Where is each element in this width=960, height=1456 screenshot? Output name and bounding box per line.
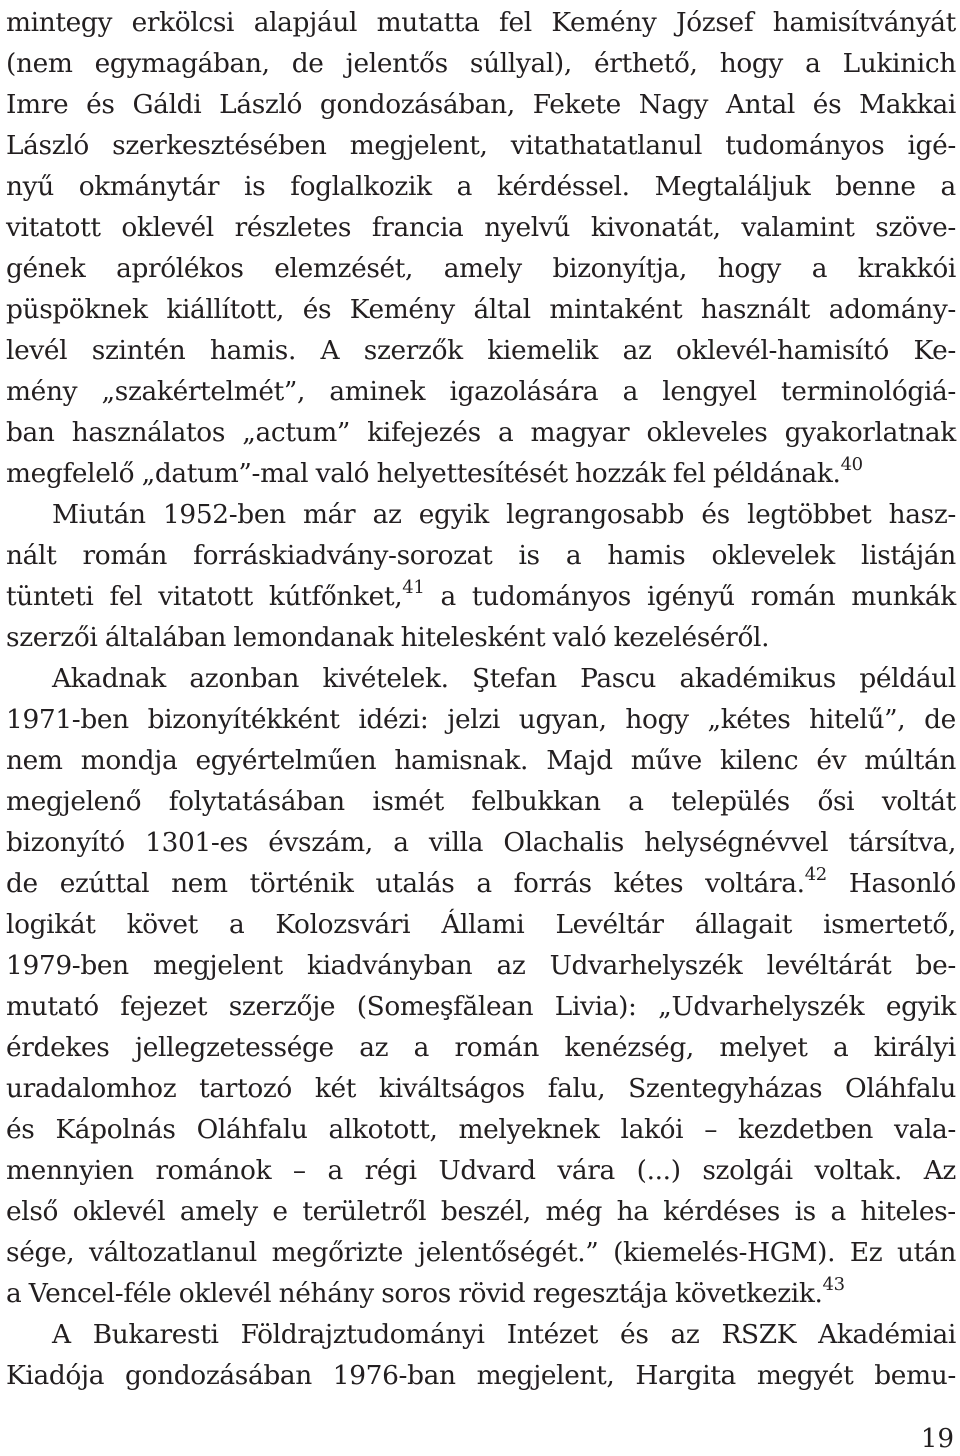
- text-line: Akadnak azonban kivételek. Ştefan Pascu akadémikus például: [52, 663, 956, 694]
- text-line: sége, változatlanul megőrizte jelentőségét.” (kiemelés-HGM). Ez után: [6, 1237, 956, 1268]
- text-line: püspöknek kiállított, és Kemény által mintaként használt adomány-: [6, 294, 956, 325]
- text-line: Kiadója gondozásában 1976-ban megjelent, Hargita megyét bemu-: [6, 1360, 956, 1391]
- text-line: érdekes jellegzetessége az a román kenézség, melyet a királyi: [6, 1032, 956, 1063]
- text-line: tünteti fel vitatott kútfőnket,$^{41}$ a tudományos igényű román munkák: [6, 577, 956, 612]
- text-line: A Bukaresti Földrajztudományi Intézet és az RSZK Akadémiai: [52, 1319, 956, 1350]
- text-line: Imre és Gáldi László gondozásában, Fekete Nagy Antal és Makkai: [6, 89, 956, 120]
- text-line: a Vencel-féle oklevél néhány soros rövid regesztája következik.$^{43}$: [6, 1274, 845, 1309]
- footnote-ref: 41: [402, 577, 425, 599]
- text-line: levél szintén hamis. A szerzők kiemelik az oklevél-hamisító Ke-: [6, 335, 956, 366]
- text-line: mennyien románok – a régi Udvard vára (...) szolgái voltak. Az: [6, 1155, 956, 1186]
- text-line: és Kápolnás Oláhfalu alkotott, melyeknek lakói – kezdetben vala-: [6, 1114, 956, 1145]
- text-line: ban használatos „actum” kifejezés a magyar okleveles gyakorlatnak: [6, 417, 956, 448]
- text-line: de ezúttal nem történik utalás a forrás kétes voltára.$^{42}$ Hasonló: [6, 864, 956, 899]
- text-line: megjelenő folytatásában ismét felbukkan a település ősi voltát: [6, 786, 956, 817]
- footnote-ref: 43: [822, 1274, 845, 1296]
- text-line: megfelelő „datum”-mal való helyettesítését hozzák fel példának.$^{40}$: [6, 454, 863, 489]
- text-line: mény „szakértelmét”, aminek igazolására a lengyel terminológiá-: [6, 376, 956, 407]
- text-line: László szerkesztésében megjelent, vitathatatlanul tudományos igé-: [6, 130, 956, 161]
- text-line: vitatott oklevél részletes francia nyelvű kivonatát, valamint szöve-: [6, 212, 956, 243]
- text-line: 1971-ben bizonyítékként idézi: jelzi ugyan, hogy „kétes hitelű”, de: [6, 704, 956, 735]
- text-line: mutató fejezet szerzője (Someşfălean Livia): „Udvarhelyszék egyik: [6, 991, 956, 1022]
- text-line: Miután 1952-ben már az egyik legrangosabb és legtöbbet hasz-: [52, 499, 956, 530]
- text-line: gének aprólékos elemzését, amely bizonyítja, hogy a krakkói: [6, 253, 956, 284]
- text-line: bizonyító 1301-es évszám, a villa Olachalis helységnévvel társítva,: [6, 827, 956, 858]
- text-line: nált román forráskiadvány-sorozat is a hamis oklevelek listáján: [6, 540, 956, 571]
- footnote-ref: 42: [804, 864, 827, 886]
- text-line: nem mondja egyértelműen hamisnak. Majd műve kilenc év múltán: [6, 745, 956, 776]
- text-line: (nem egymagában, de jelentős súllyal), érthető, hogy a Lukinich: [6, 48, 956, 79]
- text-line: logikát követ a Kolozsvári Állami Levéltár állagait ismertető,: [6, 909, 956, 940]
- text-line: uradalomhoz tartozó két kiváltságos falu, Szentegyházas Oláhfalu: [6, 1073, 956, 1104]
- page-body: [6, 2, 956, 1396]
- text-line: 1979-ben megjelent kiadványban az Udvarhelyszék levéltárát be-: [6, 950, 956, 981]
- text-line: nyű okmánytár is foglalkozik a kérdéssel. Megtaláljuk benne a: [6, 171, 956, 202]
- page-number: 19: [920, 1424, 954, 1454]
- text-line: mintegy erkölcsi alapjául mutatta fel Kemény József hamisítványát: [6, 7, 956, 38]
- text-line: első oklevél amely e területről beszél, még ha kérdéses is a hiteles-: [6, 1196, 956, 1227]
- footnote-ref: 40: [840, 454, 863, 476]
- text-line: szerzői általában lemondanak hitelesként való kezeléséről.: [6, 622, 770, 653]
